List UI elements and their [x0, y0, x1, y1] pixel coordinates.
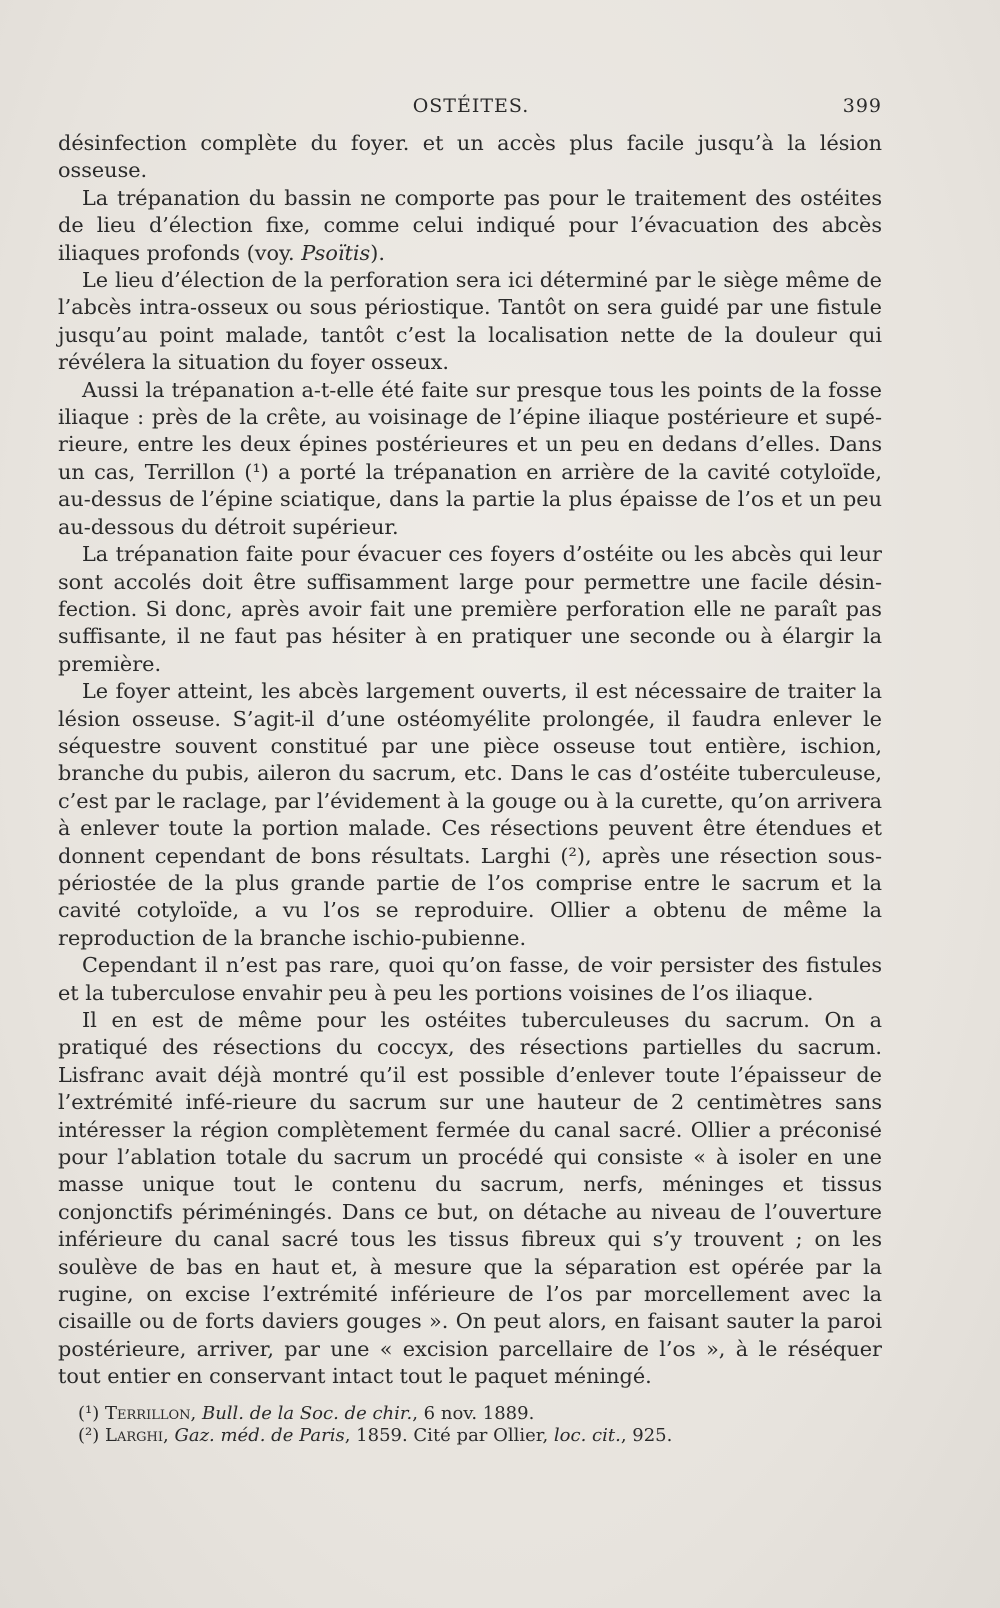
footnote-ref-2: (²) — [560, 843, 585, 868]
body-text — [58, 130, 882, 1391]
footnote-ref-1: (¹) — [244, 459, 269, 484]
paragraph-8: Il en est de même pour les ostéites tuberculeuses du sacrum. On a pratiqué des résections du coccyx, des résections partielles du sacrum. Lisfranc avait déjà montré qu’il est possible d’enlever toute l’épaisseur de l’extrémité infé-rieure du sacrum sur une hauteur de 2 centimètres sans intéresser la région complètement fermée du canal sacré. Ollier a préconisé pour l’ablation totale du sacrum un procédé qui consiste « à isoler en une masse unique tout le contenu du sacrum, nerfs, méninges et tissus conjonctifs périméningés. Dans ce but, on détache au niveau de l’ouverture inférieure du canal sacré tous les tissus fibreux qui s’y trouvent ; on les soulève de bas en haut et, à mesure que la séparation est opérée par la rugine, on excise l’extrémité inférieure de l’os par morcellement avec la cisaille ou de forts daviers gouges ». On peut alors, en faisant sauter la paroi postérieure, arriver, par une « excision parcellaire de l’os », à le réséquer tout entier en conservant intact tout le paquet méningé. — [58, 1008, 882, 1389]
paragraph-7: Cependant il n’est pas rare, quoi qu’on fasse, de voir persister des fistules et la tuberculose envahir peu à peu les portions voisines de l’os iliaque. — [58, 953, 882, 1005]
paragraph-2 — [58, 185, 882, 267]
paragraph-2-tail: ). — [370, 240, 385, 265]
paragraph-5: La trépanation faite pour évacuer ces foyers d’ostéite ou les abcès qui leur sont accolés doit être suffisamment large pour permettre une facile désin-fection. Si donc, après avoir fait une première perforation elle ne paraît pas suffisante, il ne faut pas hésiter à en pratiquer une seconde ou à élargir la première. — [58, 542, 882, 676]
running-header — [60, 95, 882, 125]
footnote-2-source: Gaz. méd. de Paris — [174, 1425, 345, 1446]
paragraph-2-text: La trépanation du bassin ne comporte pas pour le traitement des ostéites de lieu d’élection fixe, comme celui indiqué pour l’évacuation des abcès iliaques profonds (voy. — [58, 185, 882, 265]
running-title: OSTÉITES. — [412, 95, 530, 117]
paragraph-3: Le lieu d’élection de la perforation sera ici déterminé par le siège même de l’abcès intra-osseux ou sous périostique. Tantôt on sera guidé par une fistule jusqu’au point malade, tantôt c’est la localisation nette de la douleur qui révélera la situation du foyer osseux. — [58, 268, 882, 375]
paragraph-6-text: Le foyer atteint, les abcès largement ouverts, il est nécessaire de traiter la lésion osseuse. S’agit-il d’une ostéomyélite prolongée, il faudra enlever le séquestre souvent constitué par une pièce osseuse tout entière, ischion, branche du pubis, aileron du sacrum, etc. Dans le cas d’ostéite tuberculeuse, c’est par le raclage, par l’évidement à la gouge ou à la curette, qu’on arrivera à enlever toute la portion malade. Ces résections peuvent être étendues et donnent cependant de bons résultats. Larghi — [58, 679, 882, 868]
paragraph-4 — [58, 377, 882, 541]
footnote-2-tail: , 925. — [620, 1425, 673, 1446]
footnote-2-author: Larghi — [105, 1425, 163, 1446]
footnote-1: (¹) Terrillon, Bull. de la Soc. de chir., 6 nov. 1889. — [78, 1403, 535, 1424]
paragraph-4-tail: a porté la trépanation en arrière de la cavité cotyloïde, au-dessus de l’épine sciatique, dans la partie la plus épaisse de l’os et un peu au-dessous du détroit supérieur. — [58, 459, 882, 539]
paragraph-6-tail: , après une résection sous-périostée de la plus grande partie de l’os comprise entre le sacrum et la cavité cotyloïde, a vu l’os se reproduire. Ollier a obtenu de même la reproduction de la branche ischio-pubienne. — [58, 843, 883, 950]
footnote-2-loc-cit: loc. cit. — [553, 1425, 621, 1446]
paragraph-4-text: Aussi la trépanation a-t-elle été faite sur presque tous les points de la fosse iliaque : près de la crête, au voisinage de l’épine iliaque postérieure et supé-rieure, entre les deux épines postérieures et un peu en dedans d’elles. Dans un cas, Terrillon — [58, 377, 882, 484]
footnote-1-rest: , 6 nov. 1889. — [412, 1403, 535, 1424]
footnote-1-source: Bull. de la Soc. de chir. — [201, 1403, 413, 1424]
reference-psoitis: Psoïtis — [301, 240, 371, 265]
footnote-2-rest: , 1859. Cité par Ollier, — [344, 1425, 554, 1446]
paragraph-6 — [58, 678, 882, 952]
paragraph-1: désinfection complète du foyer. et un accès plus facile jusqu’à la lésion osseuse. — [58, 131, 882, 183]
footnote-2: (²) Larghi, Gaz. méd. de Paris, 1859. Cité par Ollier, loc. cit., 925. — [78, 1425, 673, 1446]
footnote-1-marker: (¹) — [78, 1403, 100, 1424]
footnotes — [78, 1403, 858, 1447]
footnote-1-author: Terrillon — [105, 1403, 191, 1424]
footnote-2-marker: (²) — [78, 1425, 100, 1446]
page-number: 399 — [842, 95, 882, 117]
